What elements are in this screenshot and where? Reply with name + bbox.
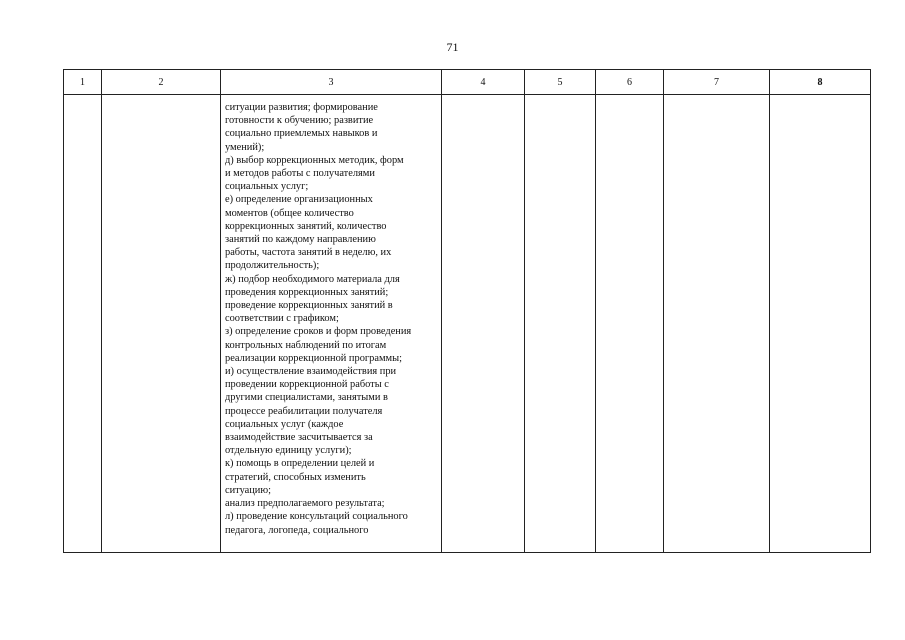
- text-line: взаимодействие засчитывается за: [225, 432, 373, 444]
- cell-col-1: [64, 95, 102, 553]
- text-line: ж) подбор необходимого материала для: [225, 273, 400, 285]
- column-header-8: 8: [770, 70, 871, 95]
- text-line: коррекционных занятий, количество: [225, 220, 387, 232]
- text-line: соответствии с графиком;: [225, 313, 339, 325]
- column-header-4: 4: [442, 70, 525, 95]
- text-line: и методов работы с получателями: [225, 168, 375, 180]
- text-line: другими специалистами, занятыми в: [225, 392, 388, 404]
- text-line: контрольных наблюдений по итогам: [225, 339, 387, 351]
- text-line: проведения коррекционных занятий;: [225, 286, 389, 298]
- text-line: проведение коррекционных занятий в: [225, 300, 393, 312]
- column-header-5: 5: [525, 70, 596, 95]
- text-line: работы, частота занятий в неделю, их: [225, 247, 392, 259]
- text-line: к) помощь в определении целей и: [225, 458, 375, 470]
- text-line: социально приемлемых навыков и: [225, 128, 378, 140]
- column-header-7: 7: [664, 70, 770, 95]
- text-line: умений);: [225, 141, 265, 153]
- text-line: готовности к обучению; развитие: [225, 115, 374, 127]
- cell-col-6: [596, 95, 664, 553]
- column-header-1: 1: [64, 70, 102, 95]
- text-line: моментов (общее количество: [225, 207, 354, 219]
- text-line: стратегий, способных изменить: [225, 471, 366, 483]
- text-line: отдельную единицу услуги);: [225, 445, 352, 457]
- text-line: педагога, логопеда, социального: [225, 524, 369, 536]
- text-line: ситуации развития; формирование: [225, 102, 378, 113]
- table-header-row: [64, 70, 871, 95]
- service-description-text: [221, 95, 441, 537]
- cell-col-2: [102, 95, 221, 553]
- page-number: 71: [446, 40, 459, 54]
- column-header-2: 2: [102, 70, 221, 95]
- text-line: л) проведение консультаций социального: [225, 511, 408, 523]
- table-row: [64, 95, 871, 553]
- text-line: д) выбор коррекционных методик, форм: [225, 154, 404, 166]
- text-line: социальных услуг (каждое: [225, 418, 344, 430]
- text-line: социальных услуг;: [225, 181, 309, 193]
- text-line: занятий по каждому направлению: [225, 234, 376, 246]
- cell-col-4: [442, 95, 525, 553]
- cell-col-5: [525, 95, 596, 553]
- cell-col-7: [664, 95, 770, 553]
- cell-col-3: [221, 95, 442, 553]
- text-line: ситуацию;: [225, 484, 272, 496]
- text-line: з) определение сроков и форм проведения: [225, 326, 412, 338]
- text-line: реализации коррекционной программы;: [225, 352, 402, 364]
- text-line: проведении коррекционной работы с: [225, 379, 389, 391]
- text-line: и) осуществление взаимодействия при: [225, 366, 397, 378]
- cell-col-8: [770, 95, 871, 553]
- text-line: анализ предполагаемого результата;: [225, 498, 385, 510]
- text-line: е) определение организационных: [225, 194, 373, 206]
- text-line: процессе реабилитации получателя: [225, 405, 383, 417]
- document-table: [63, 69, 871, 553]
- text-line: продолжительность);: [225, 260, 320, 272]
- column-header-3: 3: [221, 70, 442, 95]
- column-header-6: 6: [596, 70, 664, 95]
